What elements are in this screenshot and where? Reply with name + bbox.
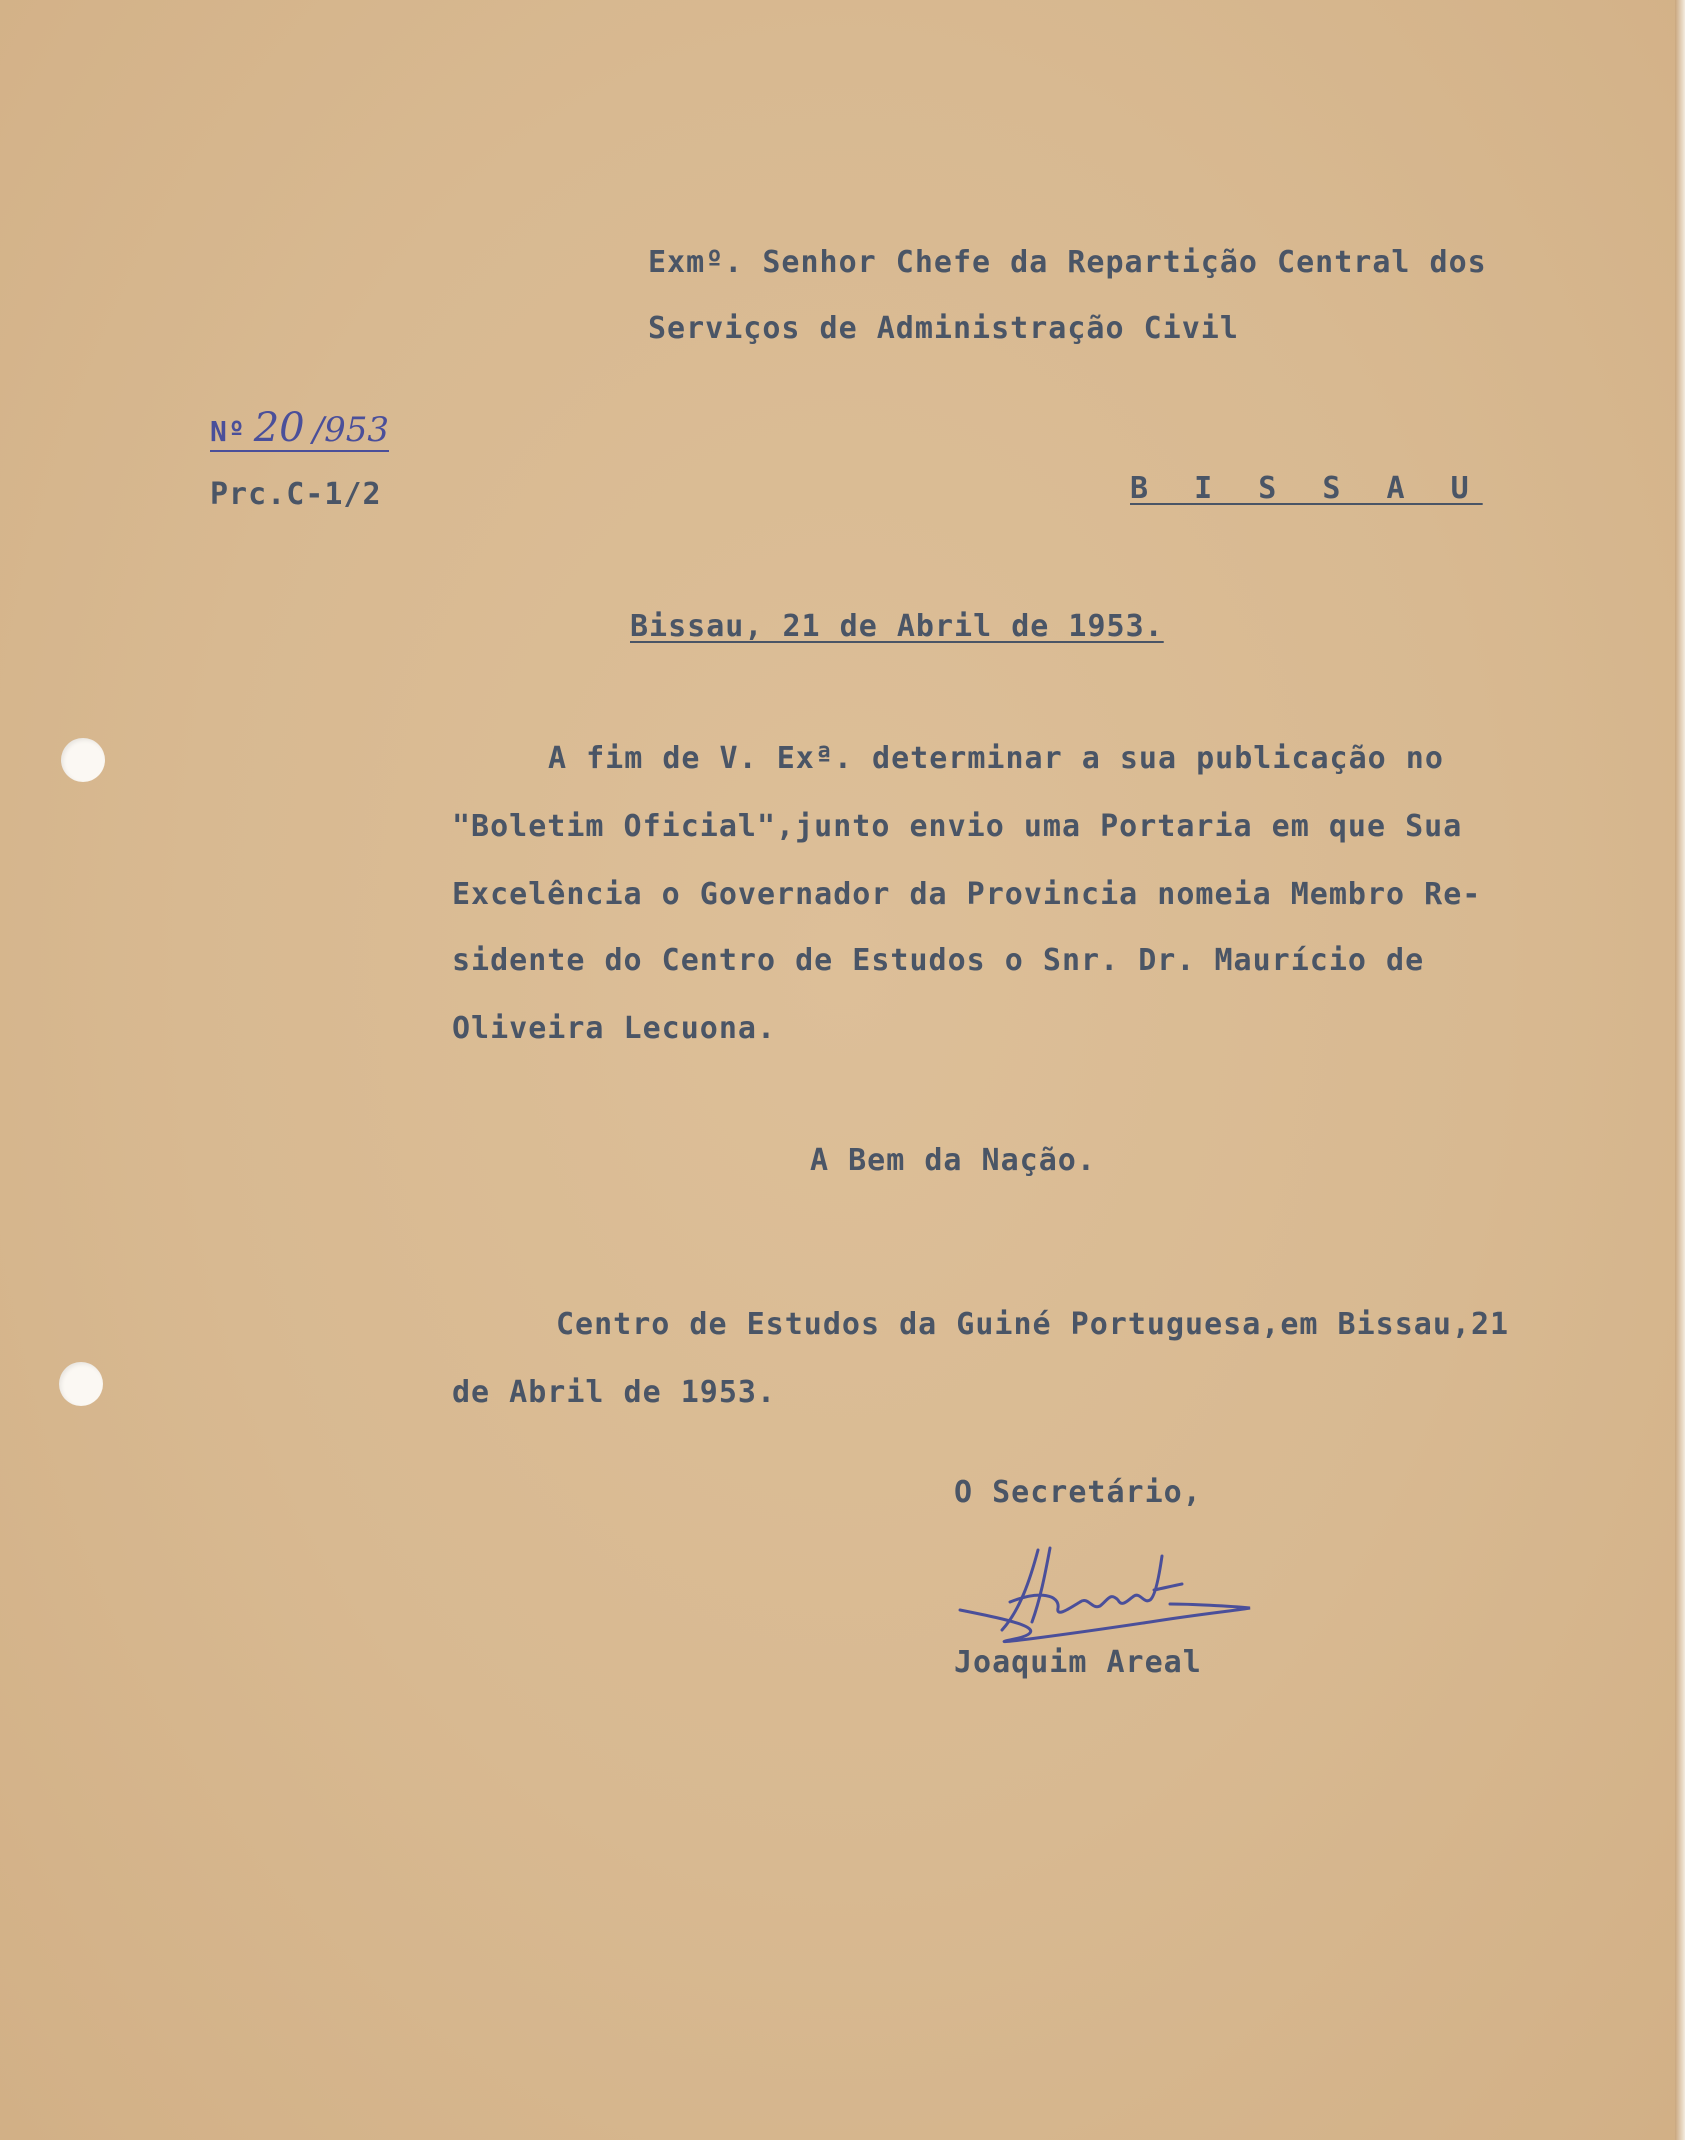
signature [950, 1530, 1270, 1660]
signature-stroke-2 [1010, 1556, 1182, 1612]
punch-hole-bottom [59, 1362, 103, 1406]
closing-salutation: A Bem da Nação. [810, 1143, 1096, 1178]
body-line-3: Excelência o Governador da Provincia nomeia Membro Re- [452, 877, 1482, 912]
signature-underline [960, 1604, 1250, 1642]
process-reference: Prc.C-1/2 [210, 477, 382, 512]
reference-number [210, 405, 389, 452]
paper-edge [1675, 0, 1685, 2140]
body-line-4: sidente do Centro de Estudos o Snr. Dr. Maurício de [452, 943, 1425, 978]
place-date-line-2: de Abril de 1953. [452, 1375, 777, 1410]
body-line-5: Oliveira Lecuona. [452, 1011, 777, 1046]
place-date-line-1: Centro de Estudos da Guiné Portuguesa,em Bissau,21 [556, 1307, 1510, 1342]
punch-hole-top [61, 738, 105, 782]
signature-stroke-1 [1002, 1548, 1050, 1630]
body-line-1: A fim de V. Exª. determinar a sua publicação no [548, 741, 1444, 776]
reference-number-handwritten: 20 [253, 405, 305, 451]
address-line-1: Exmº. Senhor Chefe da Repartição Central dos [648, 245, 1487, 280]
reference-number-prefix: Nº [210, 415, 246, 448]
body-line-2: "Boletim Oficial",junto envio uma Portaria em que Sua [452, 809, 1463, 844]
date-line: Bissau, 21 de Abril de 1953. [630, 609, 1164, 644]
signatory-title: O Secretário, [954, 1475, 1202, 1510]
address-line-2: Serviços de Administração Civil [648, 311, 1239, 346]
reference-number-year: /953 [312, 410, 389, 450]
signatory-name: Joaquim Areal [954, 1645, 1202, 1680]
destination: B I S S A U [1130, 471, 1483, 506]
